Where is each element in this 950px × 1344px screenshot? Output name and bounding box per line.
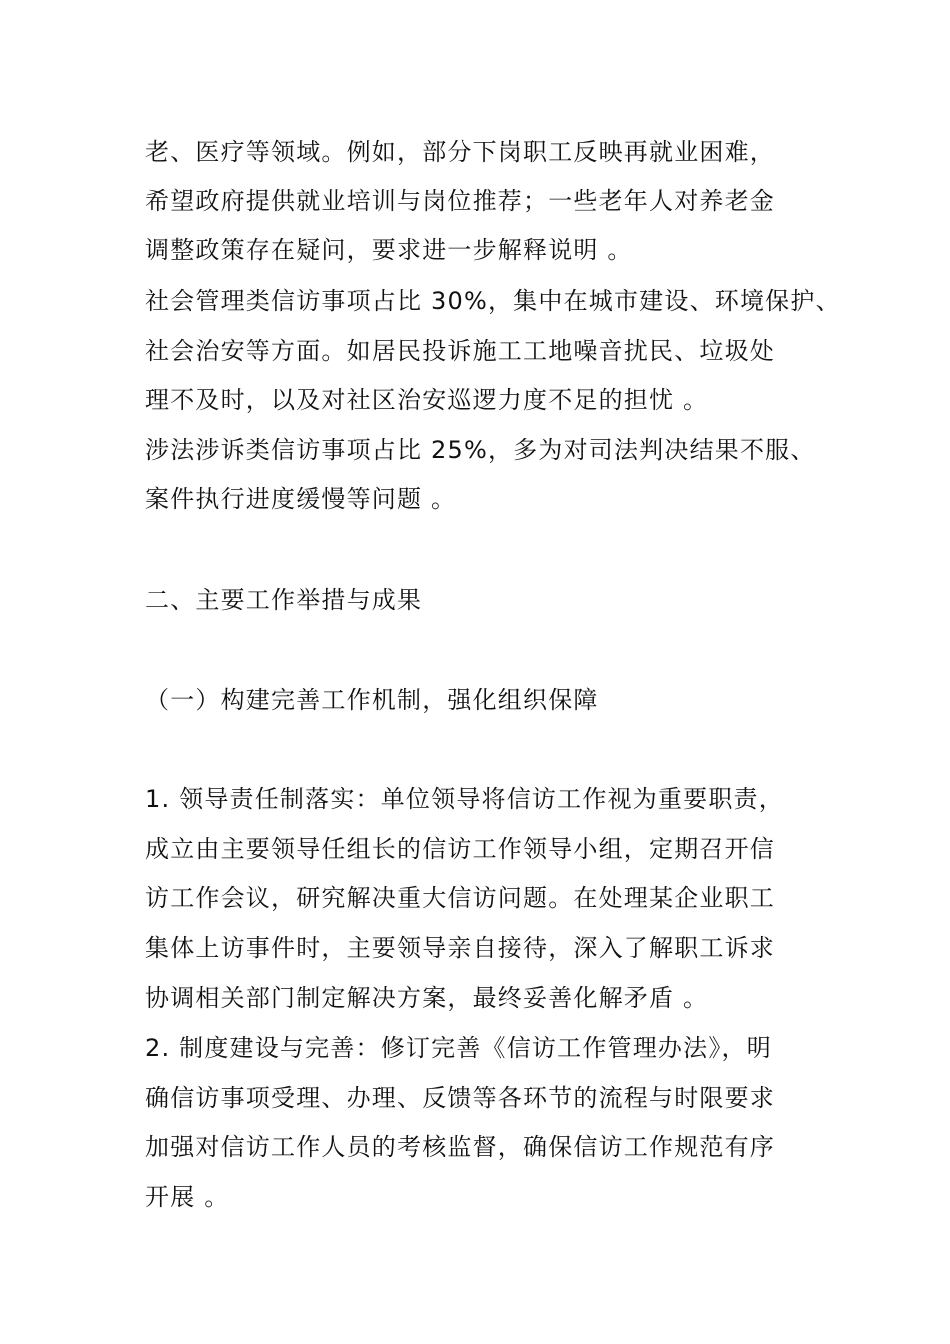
body-text-line: 2. 制度建设与完善：修订完善《信访工作管理办法》，明 <box>145 1034 772 1062</box>
body-text-line: 社会管理类信访事项占比 30%，集中在城市建设、环境保护、 <box>145 287 841 315</box>
body-text-line: 集体上访事件时，主要领导亲自接待，深入了解职工诉求 <box>145 934 775 962</box>
body-text-line: 成立由主要领导任组长的信访工作领导小组，定期召开信 <box>145 835 775 863</box>
body-text-line: 1. 领导责任制落实：单位领导将信访工作视为重要职责， <box>145 785 784 813</box>
body-text-line: 访工作会议，研究解决重大信访问题。在处理某企业职工 <box>145 884 775 912</box>
subsection-heading: （一）构建完善工作机制，强化组织保障 <box>145 686 599 714</box>
body-text-line: 理不及时，以及对社区治安巡逻力度不足的担忧 。 <box>145 386 709 414</box>
body-text-line: 老、医疗等领域。例如，部分下岗职工反映再就业困难， <box>145 138 775 166</box>
body-text-line: 社会治安等方面。如居民投诉施工工地噪音扰民、垃圾处 <box>145 337 775 365</box>
body-text-line: 涉法涉诉类信访事项占比 25%，多为对司法判决结果不服、 <box>145 436 816 464</box>
body-text-line: 案件执行进度缓慢等问题 。 <box>145 485 457 513</box>
body-text-line: 加强对信访工作人员的考核监督，确保信访工作规范有序 <box>145 1133 775 1161</box>
body-text-line: 协调相关部门制定解决方案，最终妥善化解矛盾 。 <box>145 984 709 1012</box>
body-text-line: 开展 。 <box>145 1183 230 1211</box>
body-text-line: 希望政府提供就业培训与岗位推荐；一些老年人对养老金 <box>145 187 775 215</box>
section-heading: 二、主要工作举措与成果 <box>145 586 423 614</box>
body-text-line: 调整政策存在疑问，要求进一步解释说明 。 <box>145 236 633 264</box>
body-text-line: 确信访事项受理、办理、反馈等各环节的流程与时限要求 <box>145 1084 775 1112</box>
